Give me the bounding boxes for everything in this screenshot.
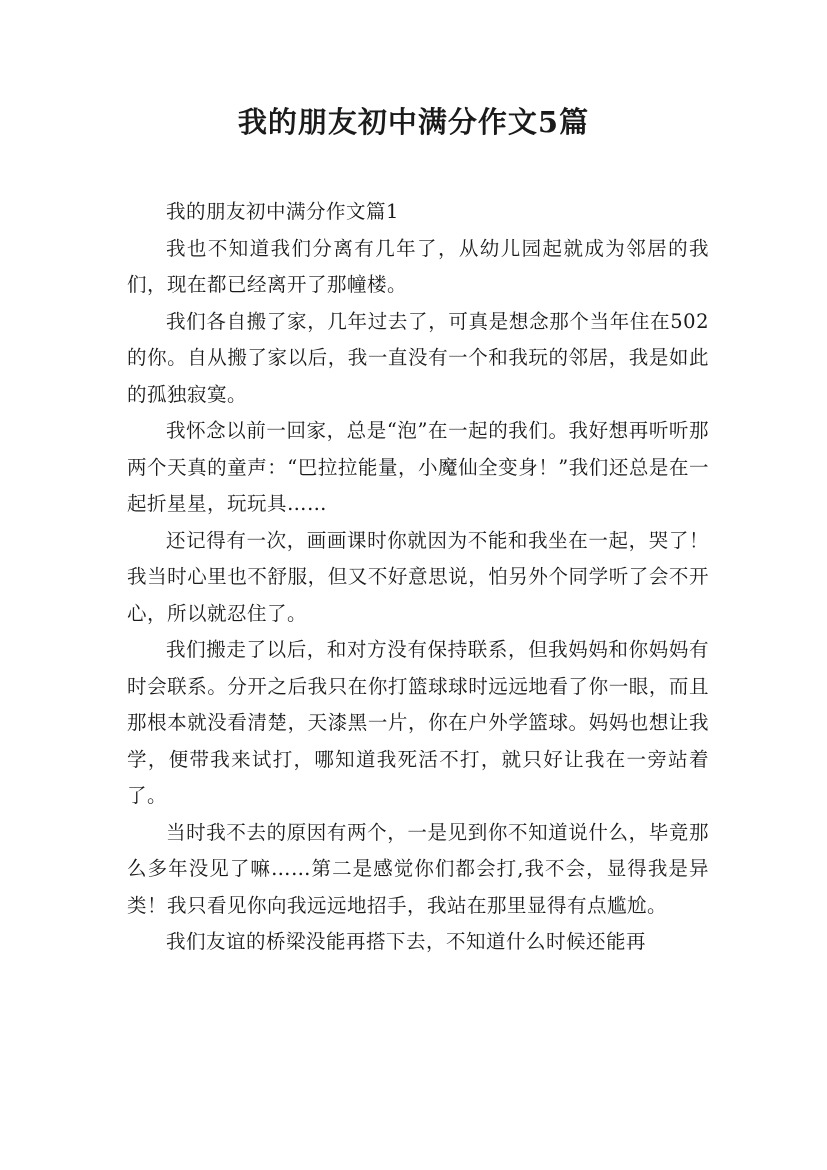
paragraph: 当时我不去的原因有两个，一是见到你不知道说什么，毕竟那么多年没见了嘛……第二是感觉你们都会打,我不会，显得我是异类！我只看见你向我远远地招手，我站在那里显得有点尴尬。 <box>127 820 709 917</box>
paragraph: 我怀念以前一回家，总是“泡”在一起的我们。我好想再听听那两个天真的童声：“巴拉拉能量，小魔仙全变身！”我们还总是在一起折星星，玩玩具…… <box>127 419 709 515</box>
paragraph: 还记得有一次，画画课时你就因为不能和我坐在一起，哭了！我当时心里也不舒服，但又不好意思说，怕另外个同学听了会不开心，所以就忍住了。 <box>127 528 709 625</box>
paragraph: 我们各自搬了家，几年过去了，可真是想念那个当年住在502的你。自从搬了家以后，我一直没有一个和我玩的邻居，我是如此的孤独寂寞。 <box>127 309 709 406</box>
essay-subtitle: 我的朋友初中满分作文篇1 <box>166 200 399 223</box>
paragraph: 我们搬走了以后，和对方没有保持联系，但我妈妈和你妈妈有时会联系。分开之后我只在你打篮球球时远远地看了你一眼，而且那根本就没看清楚，天漆黑一片，你在户外学篮球。妈妈也想让我学，便带我来试打，哪知道我死活不打，就只好让我在一旁站着了。 <box>127 638 709 807</box>
paragraph: 我们友谊的桥梁没能再搭下去，不知道什么时候还能再 <box>166 930 647 953</box>
paragraph: 我也不知道我们分离有几年了，从幼儿园起就成为邻居的我们，现在都已经离开了那幢楼。 <box>127 236 709 296</box>
document-title: 我的朋友初中满分作文5篇 <box>237 105 590 139</box>
document-body <box>127 194 709 961</box>
